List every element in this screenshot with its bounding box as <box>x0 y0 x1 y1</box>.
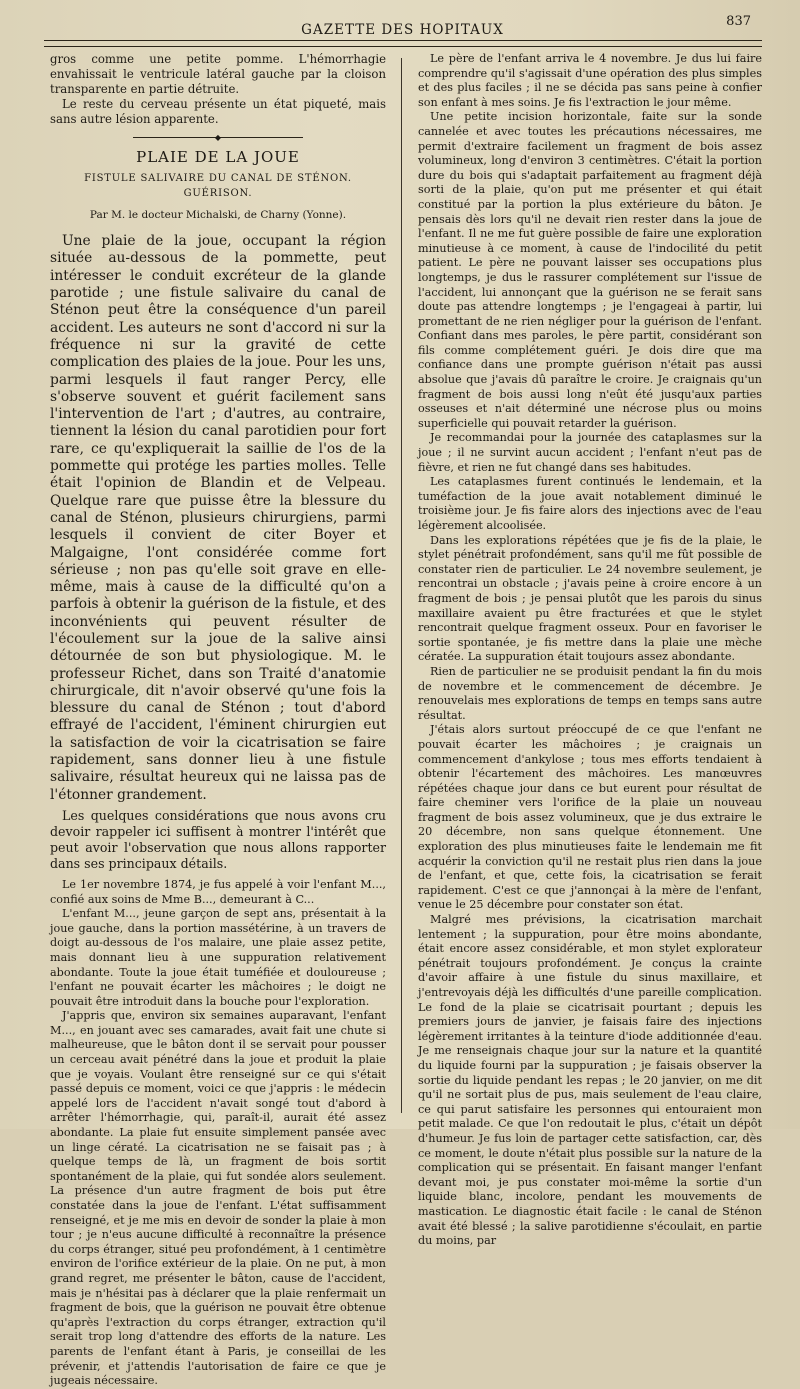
header-rule <box>44 40 762 47</box>
paragraph: Une plaie de la joue, occupant la région située au-dessous de la pommette, peut intéresser le conduit excréteur de la glande parotide ; une fistule salivaire du canal de Sténon peut être la conséquence d'un pareil accident. Les auteurs ne sont d'accord ni sur la fréquence ni sur la gravité de cette complication des plaies de la joue. Pour les uns, parmi lesquels il faut ranger Percy, elle s'observe souvent et guérit facilement sans l'intervention de l'art ; d'autres, au contraire, tiennent la lésion du canal parotidien pour fort rare, ce qu'expliquerait la saillie de l'os de la pommette qui protége les parties molles. Telle était l'opinion de Blandin et de Velpeau. Quelque rare que puisse être la blessure du canal de Sténon, plusieurs chirurgiens, parmi lesquels il convient de citer Boyer et Malgaigne, l'ont considérée comme fort sérieuse ; non pas qu'elle soit grave en elle-même, mais à cause de la difficulté qu'on a parfois à obtenir la guérison de la fistule, et des inconvénients qui peuvent résulter de l'écoulement sur la joue de la salive ainsi détournée de son but physiologique. M. le professeur Richet, dans son Traité d'anatomie chirurgicale, dit n'avoir observé qu'une fois la blessure du canal de Sténon ; tout d'abord effrayé de l'accident, l'éminent chirurgien eut la satisfaction de voir la cicatrisation se faire rapidement, sans donner lieu à une fistule salivaire, résultat heureux qui ne laissa pas de l'étonner grandement. <box>50 233 386 803</box>
paragraph: J'étais alors surtout préoccupé de ce que l'enfant ne pouvait écarter les mâchoires ; je craignais un commencement d'ankylose ; tous mes efforts tendaient à obtenir l'écartement des mâchoires. Les manœuvres répétées chaque jour dans ce but eurent pour résultat de faire cheminer vers l'orifice de la plaie un nouveau fragment de bois assez volumineux, que je dus extraire le 20 décembre, non sans quelque étonnement. Une exploration des plus minutieuses faite le lendemain me fit acquérir la conviction qu'il ne restait plus rien dans la joue de l'enfant, et que, cette fois, la cicatrisation se ferait rapidement. C'est ce que j'annonçai à la mère de l'enfant, venue le 25 décembre pour constater son état. <box>418 723 762 912</box>
paragraph: Dans les explorations répétées que je fis de la plaie, le stylet pénétrait profondément, sans qu'il me fût possible de constater rien de particulier. Le 24 novembre seulement, je rencontrai un obstacle ; j'avais peine à croire encore à un fragment de bois ; je pensai plutôt que les parois du sinus maxillaire avaient pu être fracturées et que le stylet rencontrait quelque fragment osseux. Pour en favoriser le sortie spontanée, je fis mettre dans la plaie une mèche cératée. La suppuration était toujours assez abondante. <box>418 533 762 664</box>
paragraph: Une petite incision horizontale, faite sur la sonde cannelée et avec toutes les précautions nécessaires, me permit d'extraire facilement un fragment de bois assez volumineux, long d'environ 3 centimètres. C'était la portion dure du bois qui s'adaptait parfaitement au fragment déjà sorti de la plaie, qu'on put me présenter et qui était constitué par la portion la plus extérieure du bâton. Je pensais dès lors qu'il ne devait rien rester dans la joue de l'enfant. Il ne me fut guère possible de faire une exploration minutieuse à ce moment, à cause de l'indocilité du petit patient. Le père ne pouvant laisser ses occupations plus longtemps, je dus le rassurer complétement sur l'issue de l'accident, lui annonçant que la guérison ne se ferait sans doute pas attendre longtemps ; je l'engageai à partir, lui promettant de ne rien négliger pour la guérison de l'enfant. Confiant dans mes paroles, le père partit, considérant son fils comme complétement guéri. Je dois dire que ma confiance dans une prompte guérison n'était pas aussi absolue que j'avais dû paraître le croire. Je craignais qu'un fragment de bois aussi long n'eût été jusqu'aux parties osseuses et n'ait déterminé une nécrose plus ou moins superficielle qui pouvait retarder la guérison. <box>418 110 762 430</box>
article-byline: Par M. le docteur Michalski, de Charny (Yonne). <box>89 209 347 222</box>
paragraph: Rien de particulier ne se produisit pendant la fin du mois de novembre et le commencement de décembre. Je renouvelais mes explorations de temps en temps sans autre résultat. <box>418 664 762 722</box>
paragraph: Les cataplasmes furent continués le lendemain, et la tuméfaction de la joue avait notablement diminué le troisième jour. Je fis faire alors des injections avec de l'eau légèrement alcoolisée. <box>418 475 762 532</box>
right-column <box>418 52 762 1249</box>
left-column <box>50 52 386 1389</box>
page-number: 837 <box>726 14 751 29</box>
paragraph: gros comme une petite pomme. L'hémorrhagie envahissait le ventricule latéral gauche par la cloison transparente en partie détruite. <box>50 52 386 96</box>
paragraph: Le reste du cerveau présente un état piqueté, mais sans autre lésion apparente. <box>50 96 386 126</box>
article-subtitle: FISTULE SALIVAIRE DU CANAL DE STÉNON. GUÉRISON. <box>84 173 352 200</box>
paragraph: Malgré mes prévisions, la cicatrisation marchait lentement ; la suppuration, pour être moins abondante, était encore assez considérable, et mon stylet explorateur pénétrait toujours profondément. Je conçus la crainte d'avoir affaire à une fistule du sinus maxillaire, et j'entrevoyais déjà les difficultés d'une pareille complication. Le fond de la plaie se cicatrisait pourtant ; depuis les premiers jours de janvier, je faisais faire des injections légèrement irritantes à la teinture d'iode additionnée d'eau. Je me renseignais chaque jour sur la nature et la quantité du liquide fourni par la suppuration ; je faisais observer la sortie du liquide pendant les repas ; le 20 janvier, on me dit qu'il ne sortait plus de pus, mais seulement de l'eau claire, ce qui parut satisfaire les personnes qui entouraient mon petit malade. Ce que l'on redoutait le plus, c'était un dépôt d'humeur. Je fus loin de partager cette satisfaction, car, dès ce moment, le doute n'était plus possible sur la nature de la complication qui se présentait. En faisant manger l'enfant devant moi, je pus constater moi-même la sortie d'un liquide blanc, incolore, pendant les mouvements de mastication. Le diagnostic était facile : le canal de Sténon avait été blessé ; la salive parotidienne s'écoulait, en partie du moins, par <box>418 913 762 1248</box>
section-separator <box>133 137 303 138</box>
case-report <box>50 878 386 1389</box>
article-title: PLAIE DE LA JOUE <box>136 147 300 166</box>
paragraph: Le père de l'enfant arriva le 4 novembre. Je dus lui faire comprendre qu'il s'agissait d'une opération des plus simples et des plus faciles ; il ne se décida pas sans peine à confier son enfant à mes soins. Je fis l'extraction le jour même. <box>418 52 762 109</box>
column-divider <box>401 58 402 1113</box>
paragraph: Je recommandai pour la journée des cataplasmes sur la joue ; il ne survint aucun accident ; l'enfant n'eut pas de fièvre, et rien ne fut changé dans ses habitudes. <box>418 431 762 474</box>
running-title: GAZETTE DES HOPITAUX <box>301 22 504 38</box>
paragraph: L'enfant M..., jeune garçon de sept ans, présentait à la joue gauche, dans la portion massétérine, à un travers de doigt au-dessous de l'os malaire, une plaie assez petite, mais donnant lieu à une suppuration relativement abondante. Toute la joue était tuméfiée et douloureuse ; l'enfant ne pouvait écarter les mâchoires ; le doigt ne pouvait être introduit dans la bouche pour l'exploration. <box>50 907 386 1008</box>
paragraph: J'appris que, environ six semaines auparavant, l'enfant M..., en jouant avec ses camarades, avait fait une chute si malheureuse, que le bâton dont il se servait pour pousser un cerceau avait pénétré dans la joue et produit la plaie que je voyais. Voulant être renseigné sur ce qui s'était passé depuis ce moment, voici ce que j'appris : le médecin appelé lors de l'accident n'avait songé tout d'abord à arrêter l'hémorrhagie, qui, paraît-il, aurait été assez abondante. La plaie fut ensuite simplement pansée avec un linge cératé. La cicatrisation ne se faisait pas ; à quelque temps de là, un fragment de bois sortit spontanément de la plaie, qui fut sondée alors seulement. La présence d'un autre fragment de bois put être constatée dans la joue de l'enfant. L'état suffisamment renseigné, et je me mis en devoir de sonder la plaie à mon tour ; je n'eus aucune difficulté à reconnaître la présence du corps étranger, situé peu profondément, à 1 centimètre environ de l'orifice extérieur de la plaie. On ne put, à mon grand regret, me présenter le bâton, cause de l'accident, mais je n'hésitai pas à déclarer que la plaie renfermait un fragment de bois, que la guérison ne pouvait être obtenue qu'après l'extraction du corps étranger, extraction qu'il serait trop long d'attendre des efforts de la nature. Les parents de l'enfant étant à Paris, je conseillai de les prévenir, et j'attendis l'autorisation de faire ce que je jugeais nécessaire. <box>50 1009 386 1388</box>
paragraph: Le 1er novembre 1874, je fus appelé à voir l'enfant M..., confié aux soins de Mme B..., demeurant à C... <box>50 877 386 906</box>
page-header <box>40 14 765 38</box>
paragraph: Les quelques considérations que nous avons cru devoir rappeler ici suffisent à montrer l'intérêt que peut avoir l'observation que nous allons rapporter dans ses principaux détails. <box>50 807 386 871</box>
